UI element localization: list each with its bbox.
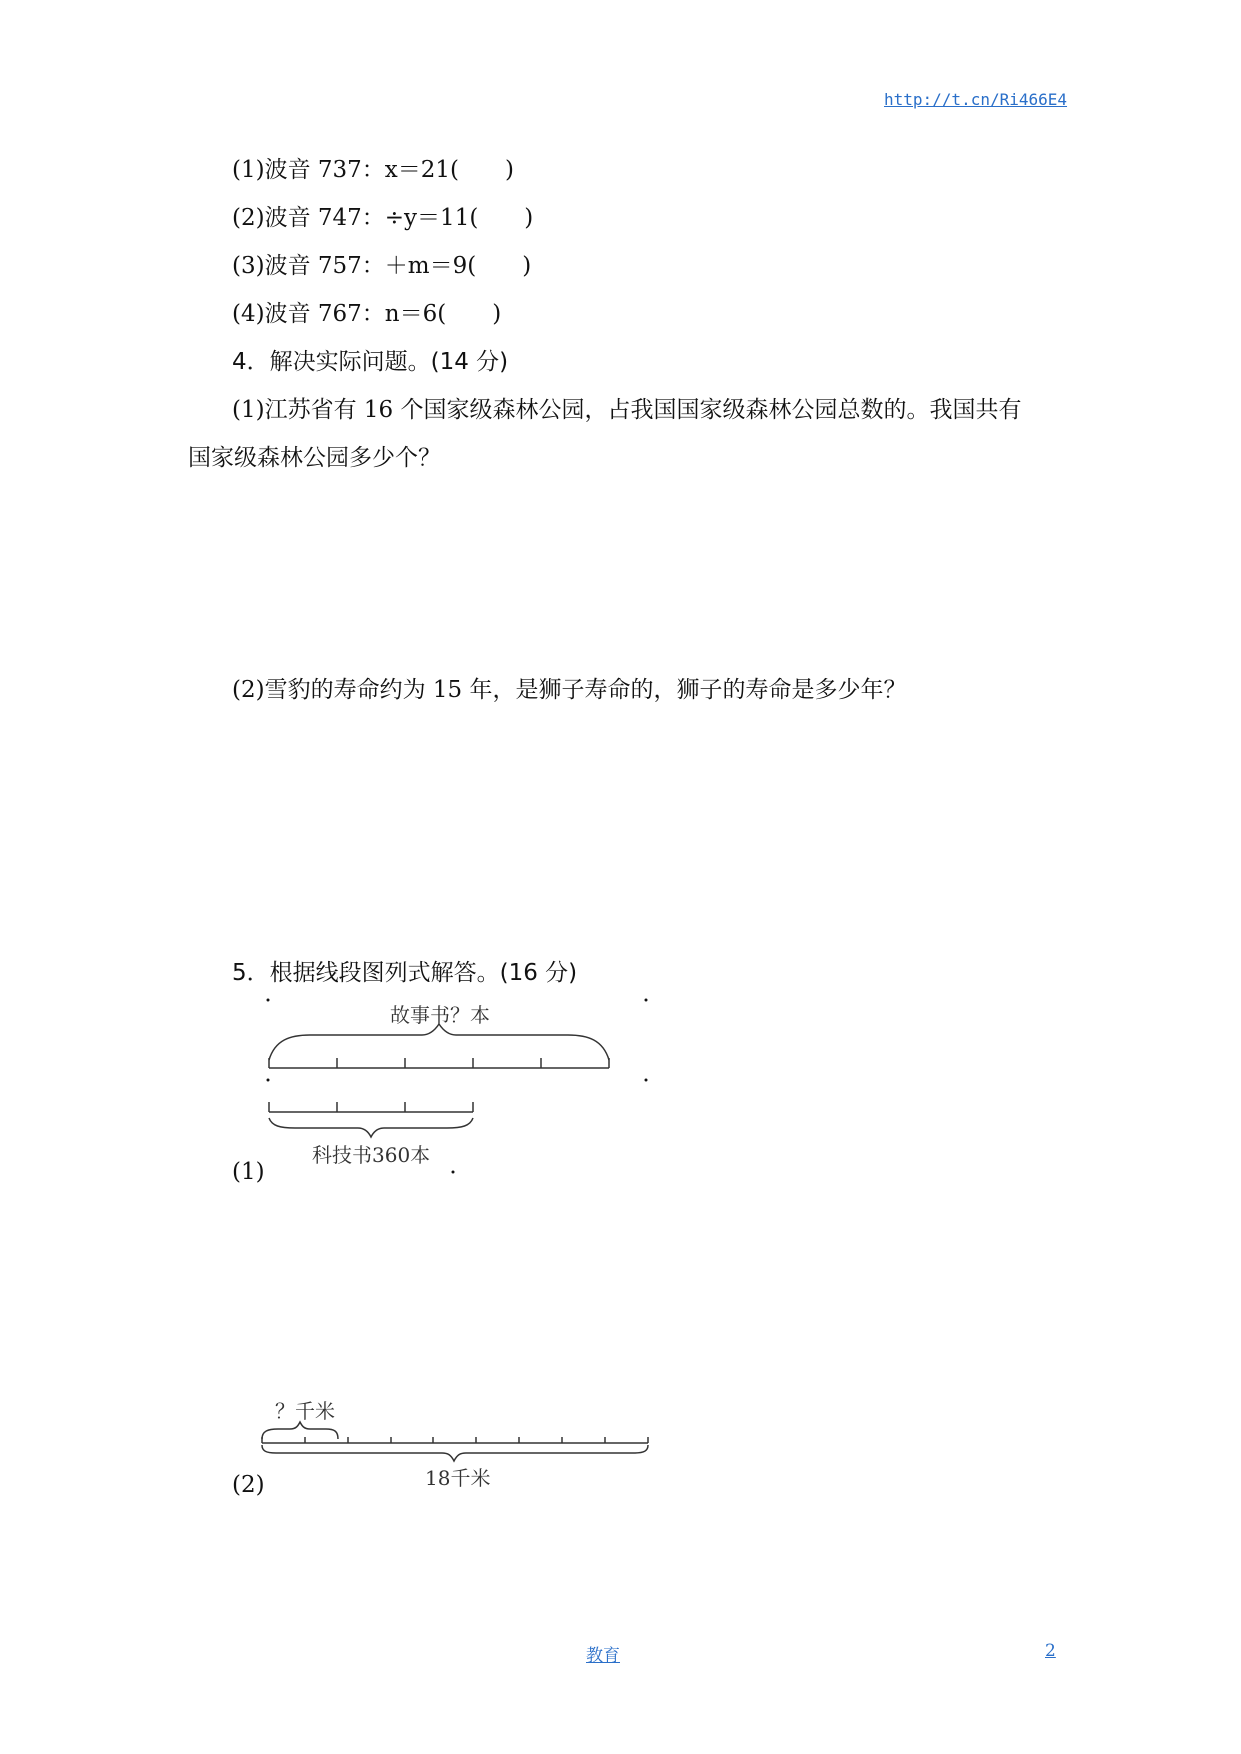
total-brace — [262, 1445, 648, 1461]
total-km-label: 18千米 — [425, 1466, 491, 1490]
dot — [267, 999, 270, 1002]
dot — [452, 1171, 455, 1174]
q4-heading: 4．解决实际问题。(14 分) — [232, 349, 509, 375]
dot — [645, 999, 648, 1002]
page-number: 2 — [1045, 1641, 1056, 1661]
segment-diagram-1 — [250, 990, 670, 1200]
part-brace — [262, 1422, 338, 1439]
q3-item-4: (4)波音 767：n＝6( ) — [232, 301, 502, 327]
q4-p1-line1: (1)江苏省有 16 个国家级森林公园，占我国国家级森林公园总数的。我国共有 — [232, 397, 1022, 423]
q4-p2: (2)雪豹的寿命约为 15 年，是狮子寿命的，狮子的寿命是多少年？ — [232, 677, 907, 703]
story-books-label: 故事书？本 — [390, 1003, 490, 1027]
segment-diagram-2 — [250, 1395, 670, 1505]
footer-link[interactable]: 教育 — [586, 1646, 620, 1666]
q3-item-1: (1)波音 737：x＝21( ) — [232, 157, 514, 183]
dot — [645, 1079, 648, 1082]
story-books-brace — [269, 1024, 609, 1060]
q5-item-1-label: (1) — [232, 1159, 265, 1185]
q3-item-2: (2)波音 747：÷y＝11( ) — [232, 205, 534, 231]
q3-item-3: (3)波音 757：＋m＝9( ) — [232, 253, 532, 279]
q5-heading: 5．根据线段图列式解答。(16 分) — [232, 960, 578, 986]
dot — [267, 1079, 270, 1082]
header-link[interactable]: http://t.cn/Ri466E4 — [884, 90, 1068, 109]
q4-p1-line2: 国家级森林公园多少个？ — [188, 445, 441, 471]
q5-item-2-label: (2) — [232, 1472, 265, 1498]
science-books-label: 科技书360本 — [312, 1143, 431, 1167]
unknown-km-label: ？千米 — [275, 1399, 335, 1423]
science-books-brace — [269, 1118, 473, 1137]
